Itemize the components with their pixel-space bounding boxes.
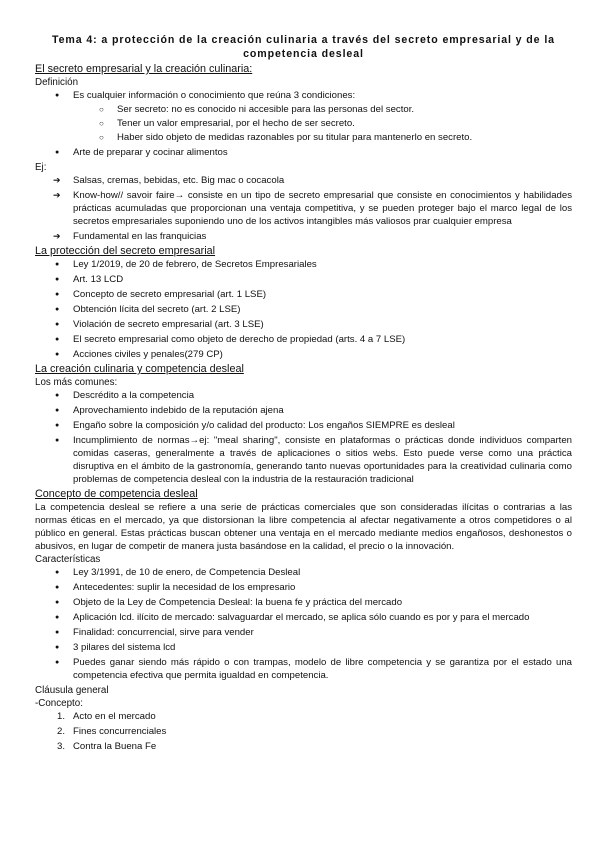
- list-item: ● Ley 3/1991, de 10 de enero, de Competencia Desleal: [35, 566, 572, 579]
- section-heading-secreto-empresarial: El secreto empresarial y la creación culinaria:: [35, 63, 253, 75]
- list-item: ➔ Fundamental en las franquicias: [35, 230, 572, 243]
- list-item: ● Incumplimiento de normas→ej: "meal sharing", consiste en plataformas o prácticas donde individuos comparten comidas caseras, generalmente a través de aplicaciones o sitios webs. Esto puede verse como una práctica disruptiva en el ámbito de la gastronomía, generando tanto nuevas oportunidades para la creatividad culinaria como problemas de competencia desleal con la industria de la restauración tradicional: [35, 434, 572, 486]
- section-heading-creacion-culinaria: La creación culinaria y competencia desleal: [35, 363, 244, 375]
- concepto-list: [35, 710, 572, 753]
- section-heading-proteccion: La protección del secreto empresarial: [35, 245, 216, 257]
- document-title: Tema 4: a protección de la creación culinaria a través del secreto empresarial y de la competencia desleal: [52, 34, 555, 60]
- conditions-list: [35, 103, 572, 144]
- list-item: 2. Fines concurrenciales: [35, 725, 572, 738]
- list-item: [35, 89, 572, 144]
- list-item: ○ Tener un valor empresarial, por el hecho de ser secreto.: [35, 117, 572, 130]
- list-item: ● Descrédito a la competencia: [35, 389, 572, 402]
- list-item: ● Art. 13 LCD: [35, 273, 572, 286]
- ejemplos-list: [35, 174, 572, 243]
- list-item: ● Puedes ganar siendo más rápido o con trampas, modelo de libre competencia y se garantiza por el estado una competencia efectiva que permita igualdad en competencia.: [35, 656, 572, 682]
- list-item: ● Ley 1/2019, de 20 de febrero, de Secretos Empresariales: [35, 258, 572, 271]
- list-item: ● 3 pilares del sistema lcd: [35, 641, 572, 654]
- proteccion-list: [35, 258, 572, 361]
- list-item: ○ Ser secreto: no es conocido ni accesible para las personas del sector.: [35, 103, 572, 116]
- list-item: ➔ Salsas, cremas, bebidas, etc. Big mac o cocacola: [35, 174, 572, 187]
- clausula-label: Cláusula general: [35, 685, 109, 696]
- list-item: ● El secreto empresarial como objeto de derecho de propiedad (arts. 4 a 7 LSE): [35, 333, 572, 346]
- section-heading-competencia-desleal: Concepto de competencia desleal: [35, 488, 198, 500]
- definicion-list: [35, 89, 572, 159]
- list-item: 1. Acto en el mercado: [35, 710, 572, 723]
- list-item: ● Engaño sobre la composición y/o calidad del producto: Los engaños SIEMPRE es desleal: [35, 419, 572, 432]
- list-item: 3. Contra la Buena Fe: [35, 740, 572, 753]
- list-item: ● Antecedentes: suplir la necesidad de los empresario: [35, 581, 572, 594]
- comunes-label: Los más comunes:: [35, 377, 118, 388]
- comunes-list: [35, 389, 572, 486]
- list-item: ○ Haber sido objeto de medidas razonables por su titular para mantenerlo en secreto.: [35, 131, 572, 144]
- concepto-label: -Concepto:: [35, 698, 83, 709]
- list-item: ● Acciones civiles y penales(279 CP): [35, 348, 572, 361]
- list-item: ● Obtención lícita del secreto (art. 2 LSE): [35, 303, 572, 316]
- list-item: ➔ Know-how// savoir faire→ consiste en un tipo de secreto empresarial que consiste en conocimientos y habilidades prácticas acumuladas que proporcionan una ventaja competitiva, y se pueden proteger bajo el marco legal de los secretos empresariales suponiendo uno de los activos intangibles más valiosos prar cualquier empresa: [35, 189, 572, 228]
- list-item: ● Aprovechamiento indebido de la reputación ajena: [35, 404, 572, 417]
- definicion-label: Definición: [35, 77, 79, 88]
- competencia-paragraph: La competencia desleal se refiere a una serie de prácticas comerciales que son consideradas ilícitas o contrarias a las normas éticas en el mercado, ya que distorsionan la libre competencia al afectar negativamente a otros competidores o al público en general. Estas prácticas buscan obtener una ventaja en el mercado mediante medios engañosos, deshonestos o abusivos, en lugar de competir de manera justa basándose en la calidad, el precio o la innovación.: [35, 502, 572, 552]
- list-item: ● Aplicación lcd. ilícito de mercado: salvaguardar el mercado, se aplica sólo cuando es por y para el mercado: [35, 611, 572, 624]
- ejemplos-label: Ej:: [35, 162, 47, 173]
- caracteristicas-label: Características: [35, 554, 101, 565]
- list-item: ● Concepto de secreto empresarial (art. 1 LSE): [35, 288, 572, 301]
- list-item-text: Es cualquier información o conocimiento que reúna 3 condiciones:: [73, 90, 356, 101]
- list-item: ● Violación de secreto empresarial (art. 3 LSE): [35, 318, 572, 331]
- list-item: ● Objeto de la Ley de Competencia Desleal: la buena fe y práctica del mercado: [35, 596, 572, 609]
- list-item: ● Arte de preparar y cocinar alimentos: [35, 146, 572, 159]
- list-item: ● Finalidad: concurrencial, sirve para vender: [35, 626, 572, 639]
- caracteristicas-list: [35, 566, 572, 682]
